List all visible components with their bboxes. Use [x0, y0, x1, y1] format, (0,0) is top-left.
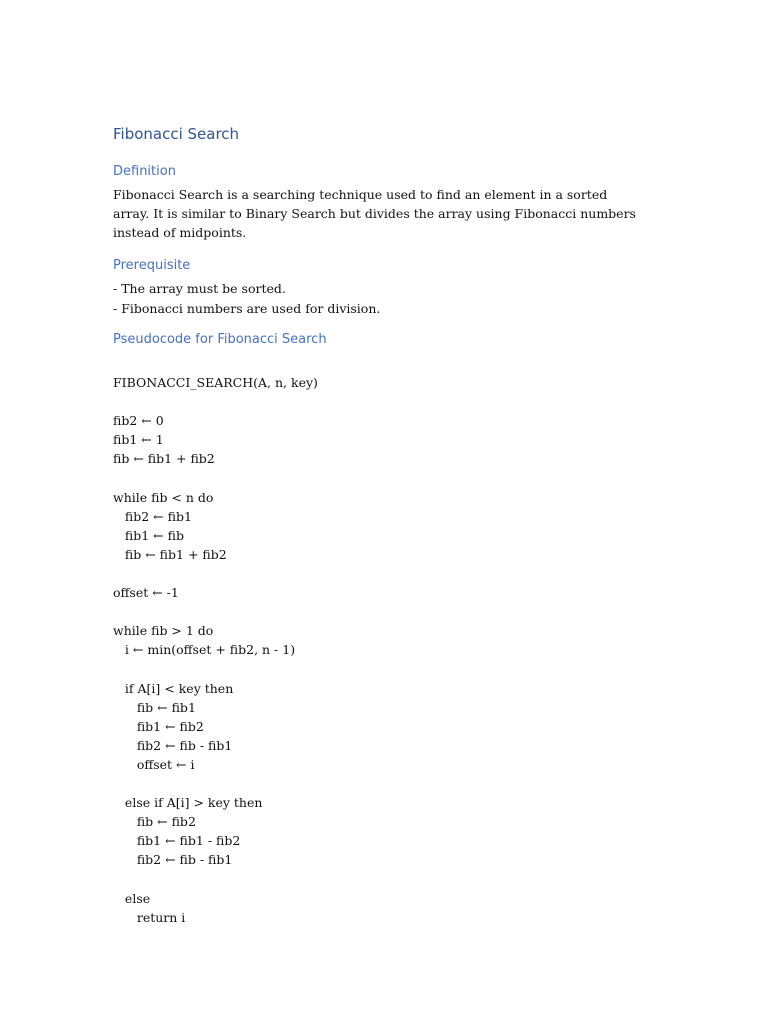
pseudocode-line: else if A[i] > key then	[113, 795, 263, 811]
pseudocode-line: fib2 ← fib1	[113, 508, 192, 524]
pseudocode-line: fib1 ← fib2	[113, 718, 204, 734]
pseudocode-line: while fib > 1 do	[113, 623, 214, 639]
pseudocode-line: fib2 ← fib - fib1	[113, 852, 233, 868]
pseudocode-line: i ← min(offset + fib2, n - 1)	[113, 642, 296, 658]
pseudocode-line	[113, 392, 318, 411]
pseudocode-line: fib1 ← fib	[113, 527, 184, 543]
pseudocode-line: offset ← i	[113, 756, 195, 772]
pseudocode-line: fib ← fib1 + fib2	[113, 546, 227, 562]
pseudocode-line	[113, 869, 318, 888]
document-title: Fibonacci Search	[113, 125, 240, 143]
pseudocode-line: if A[i] < key then	[113, 680, 234, 696]
prerequisite-item: - The array must be sorted.	[113, 281, 286, 296]
pseudocode-line	[113, 659, 318, 678]
pseudocode-line: fib2 ← fib - fib1	[113, 737, 233, 753]
pseudocode-line: fib1 ← fib1 - fib2	[113, 833, 241, 849]
pseudocode-line	[113, 774, 318, 793]
pseudocode-line	[113, 468, 318, 487]
pseudocode-block	[113, 373, 318, 927]
prerequisite-item: - Fibonacci numbers are used for division.	[113, 301, 381, 316]
prerequisite-heading: Prerequisite	[113, 258, 191, 273]
pseudocode-line: fib ← fib1 + fib2	[113, 451, 215, 467]
definition-text: Fibonacci Search is a searching technique used to find an element in a sorted array. It is similar to Binary Search but divides the array using Fibonacci numbers instead of midpoints.	[113, 187, 636, 240]
pseudocode-line: else	[113, 890, 151, 906]
pseudocode-line: return i	[113, 909, 186, 925]
pseudocode-line	[113, 602, 318, 621]
pseudocode-line: FIBONACCI_SEARCH(A, n, key)	[113, 375, 318, 390]
pseudocode-heading: Pseudocode for Fibonacci Search	[113, 332, 327, 347]
pseudocode-line: while fib < n do	[113, 489, 214, 505]
pseudocode-line: fib1 ← 1	[113, 432, 164, 448]
pseudocode-line: offset ← -1	[113, 585, 179, 601]
pseudocode-line: fib ← fib2	[113, 814, 196, 830]
pseudocode-line: fib ← fib1	[113, 699, 196, 715]
pseudocode-line: fib2 ← 0	[113, 413, 164, 429]
definition-heading: Definition	[113, 164, 176, 179]
pseudocode-line	[113, 564, 318, 583]
prerequisite-list	[113, 279, 380, 319]
